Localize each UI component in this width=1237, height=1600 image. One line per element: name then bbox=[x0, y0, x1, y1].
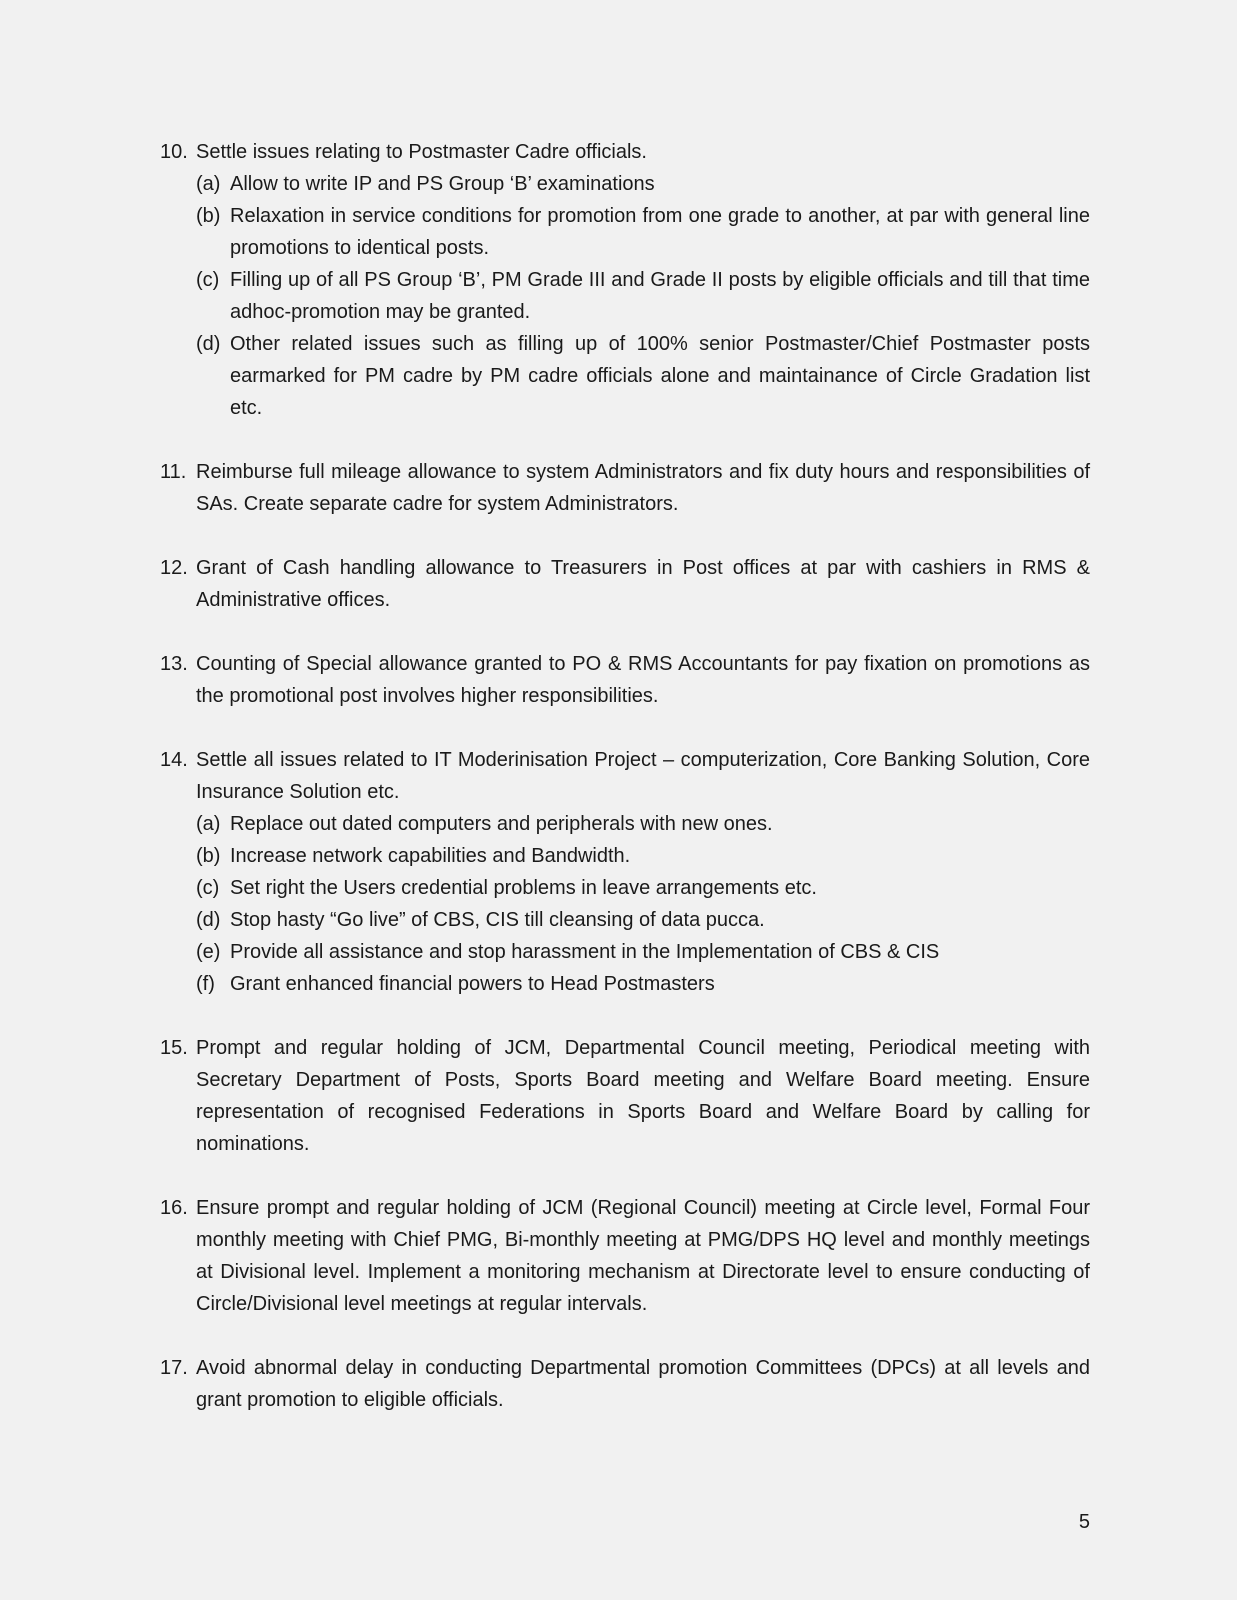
item-number: 17. bbox=[160, 1357, 188, 1379]
item-number: 16. bbox=[160, 1197, 188, 1219]
sub-item-text: Grant enhanced financial powers to Head Postmasters bbox=[230, 973, 715, 995]
sub-item-text: Stop hasty “Go live” of CBS, CIS till cleansing of data pucca. bbox=[230, 909, 765, 931]
sub-item bbox=[196, 968, 1090, 1000]
sub-item-text: Other related issues such as filling up of 100% senior Postmaster/Chief Postmaster posts earmarked for PM cadre by PM cadre officials alone and maintainance of Circle Gradation list etc. bbox=[230, 333, 1090, 419]
page-number: 5 bbox=[1078, 1511, 1090, 1533]
sub-item-text: Replace out dated computers and peripherals with new ones. bbox=[230, 813, 773, 835]
sub-item-label: (c) bbox=[196, 269, 220, 291]
sub-item-label: (f) bbox=[196, 973, 215, 995]
item-number: 10. bbox=[160, 141, 188, 163]
list-item-13 bbox=[160, 648, 1090, 712]
sub-item-label: (b) bbox=[196, 845, 221, 867]
sub-item-label: (a) bbox=[196, 173, 221, 195]
list-item-17 bbox=[160, 1352, 1090, 1416]
list-item-11 bbox=[160, 456, 1090, 520]
item-text: Ensure prompt and regular holding of JCM (Regional Council) meeting at Circle level, Formal Four monthly meeting with Chief PMG, Bi-monthly meeting at PMG/DPS HQ level and monthly meetings at Divisional level. Implement a monitoring mechanism at Directorate level to ensure conducting of Circle/Divisional level meetings at regular intervals. bbox=[196, 1197, 1090, 1315]
item-number: 12. bbox=[160, 557, 188, 579]
sub-item-label: (c) bbox=[196, 877, 220, 899]
list-item-10 bbox=[160, 136, 1090, 424]
sub-item-label: (a) bbox=[196, 813, 221, 835]
item-text: Prompt and regular holding of JCM, Departmental Council meeting, Periodical meeting with Secretary Department of Posts, Sports Board meeting and Welfare Board meeting. Ensure representation of recognised Federations in Sports Board and Welfare Board by calling for nominations. bbox=[196, 1037, 1090, 1155]
sub-item-label: (e) bbox=[196, 941, 221, 963]
sub-item bbox=[196, 264, 1090, 328]
sub-item bbox=[196, 936, 1090, 968]
sub-item bbox=[196, 872, 1090, 904]
sub-item bbox=[196, 168, 1090, 200]
sub-item bbox=[196, 840, 1090, 872]
item-text: Settle issues relating to Postmaster Cadre officials. bbox=[196, 141, 647, 163]
sub-item bbox=[196, 328, 1090, 424]
item-number: 14. bbox=[160, 749, 188, 771]
item-text: Counting of Special allowance granted to PO & RMS Accountants for pay fixation on promotions as the promotional post involves higher responsibilities. bbox=[196, 653, 1090, 707]
item-text: Settle all issues related to IT Moderinisation Project – computerization, Core Banking Solution, Core Insurance Solution etc. bbox=[196, 749, 1090, 803]
sub-list bbox=[196, 168, 1090, 424]
sub-item-text: Relaxation in service conditions for promotion from one grade to another, at par with general line promotions to identical posts. bbox=[230, 205, 1090, 259]
list-item-15 bbox=[160, 1032, 1090, 1160]
sub-item-text: Set right the Users credential problems in leave arrangements etc. bbox=[230, 877, 817, 899]
sub-item-text: Filling up of all PS Group ‘B’, PM Grade III and Grade II posts by eligible officials and till that time adhoc-promotion may be granted. bbox=[230, 269, 1090, 323]
sub-item-label: (b) bbox=[196, 205, 221, 227]
list-item-12 bbox=[160, 552, 1090, 616]
sub-item-text: Allow to write IP and PS Group ‘B’ examinations bbox=[230, 173, 655, 195]
list-item-16 bbox=[160, 1192, 1090, 1320]
item-number: 15. bbox=[160, 1037, 188, 1059]
sub-item bbox=[196, 808, 1090, 840]
sub-item-label: (d) bbox=[196, 909, 221, 931]
sub-item-text: Increase network capabilities and Bandwidth. bbox=[230, 845, 631, 867]
item-text: Grant of Cash handling allowance to Treasurers in Post offices at par with cashiers in RMS & Administrative offices. bbox=[196, 557, 1090, 611]
demands-list bbox=[160, 136, 1090, 1448]
list-item-14 bbox=[160, 744, 1090, 1000]
item-text: Reimburse full mileage allowance to system Administrators and fix duty hours and responsibilities of SAs. Create separate cadre for system Administrators. bbox=[196, 461, 1090, 515]
item-number: 13. bbox=[160, 653, 188, 675]
sub-item-text: Provide all assistance and stop harassment in the Implementation of CBS & CIS bbox=[230, 941, 940, 963]
sub-item-label: (d) bbox=[196, 333, 221, 355]
sub-item bbox=[196, 904, 1090, 936]
sub-item bbox=[196, 200, 1090, 264]
item-text: Avoid abnormal delay in conducting Departmental promotion Committees (DPCs) at all levels and grant promotion to eligible officials. bbox=[196, 1357, 1090, 1411]
sub-list bbox=[196, 808, 1090, 1000]
item-number: 11. bbox=[160, 461, 187, 483]
